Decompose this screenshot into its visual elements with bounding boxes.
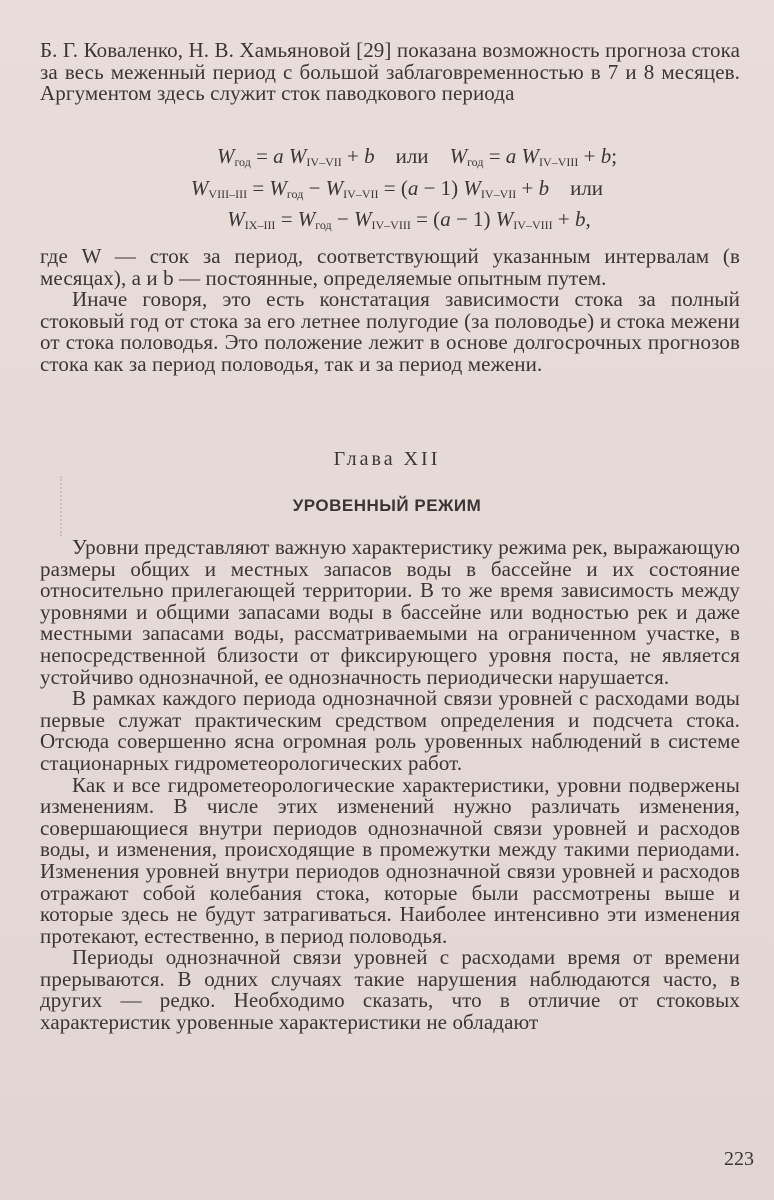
page-number: 223 bbox=[724, 1148, 754, 1170]
body-paragraph-1: Уровни представляют важную характеристику режима рек, выражающую размеры общих и местных запасов воды в бассейне и их состояние относительно прилегающей территории. В то же время зависимость между уровнями и общими запасами воды в бассейне или водностью рек и даже местными запасами воды, рассматриваемыми на ограниченном участке, в непосредственной близости от фиксирующего уровня поста, не является устойчиво однозначной, ее однозначность периодически нарушается. bbox=[40, 535, 740, 689]
formula-explanation bbox=[40, 246, 740, 376]
body-paragraph-2: В рамках каждого периода однозначной связи уровней с расходами воды первые служат практическим средством определения и подсчета стока. Отсюда совершенно ясна огромная роль уровенных наблюдений в системе стационарных гидрометеорологических работ. bbox=[40, 686, 740, 775]
chapter-title: УРОВЕННЫЙ РЕЖИМ bbox=[292, 496, 482, 515]
body-paragraph-4: Периоды однозначной связи уровней с расходами время от времени прерываются. В одних случаях такие нарушения наблюдаются часто, в других — редко. Необходимо сказать, что в отличие от стоковых характеристик уровенные характеристики не обладают bbox=[40, 945, 740, 1035]
explanation-paragraph: где W — сток за период, соответствующий указанным интервалам (в месяцах), a и b — постоянные, определяемые опытным путем. bbox=[40, 244, 740, 290]
formula-1: $W_{год} = a$ $W_{IV-VII} + b$ или $W_{год} = a$ $W_{IV-VIII} + b$; bbox=[216, 144, 618, 169]
intro-paragraph: Б. Г. Коваленко, Н. В. Хамьяновой [29] показана возможность прогноза стока за весь меженный период с большой заблаговременностью в 7 и 8 месяцев. Аргументом здесь служит сток паводкового периода bbox=[40, 38, 740, 106]
chapter-body bbox=[40, 537, 740, 1034]
intro-text bbox=[40, 40, 740, 105]
formula-2: $W_{VIII-III} = W_{год} - W_{IV-VII} = (a - 1) W_{IV-VII} + b$ или bbox=[190, 176, 604, 201]
formula-3: $W_{IX-III} = W_{год} - W_{IV-VIII} = (a - 1) W_{IV-VIII} + b$, bbox=[227, 207, 591, 232]
summary-paragraph: Иначе говоря, это есть констатация зависимости стока за полный стоковый год от стока за его летнее полугодие (за половодье) и стока межени от стока половодья. Это положение лежит в основе долгосрочных прогнозов стока как за период половодья, так и за период межени. bbox=[40, 287, 740, 376]
body-paragraph-3: Как и все гидрометеорологические характеристики, уровни подвержены изменениям. В числе этих изменений нужно различать изменения, совершающиеся внутри периодов однозначной связи уровней и расходов воды, и изменения, происходящие в промежутки между такими периодами. Изменения уровней внутри периодов однозначной связи уровней и расходов отражают собой колебания стока, которые были рассмотрены выше и которые здесь не будут затрагиваться. Наиболее интенсивно эти изменения протекают, естественно, в период половодья. bbox=[40, 772, 740, 948]
chapter-label: Глава XII bbox=[333, 448, 441, 470]
